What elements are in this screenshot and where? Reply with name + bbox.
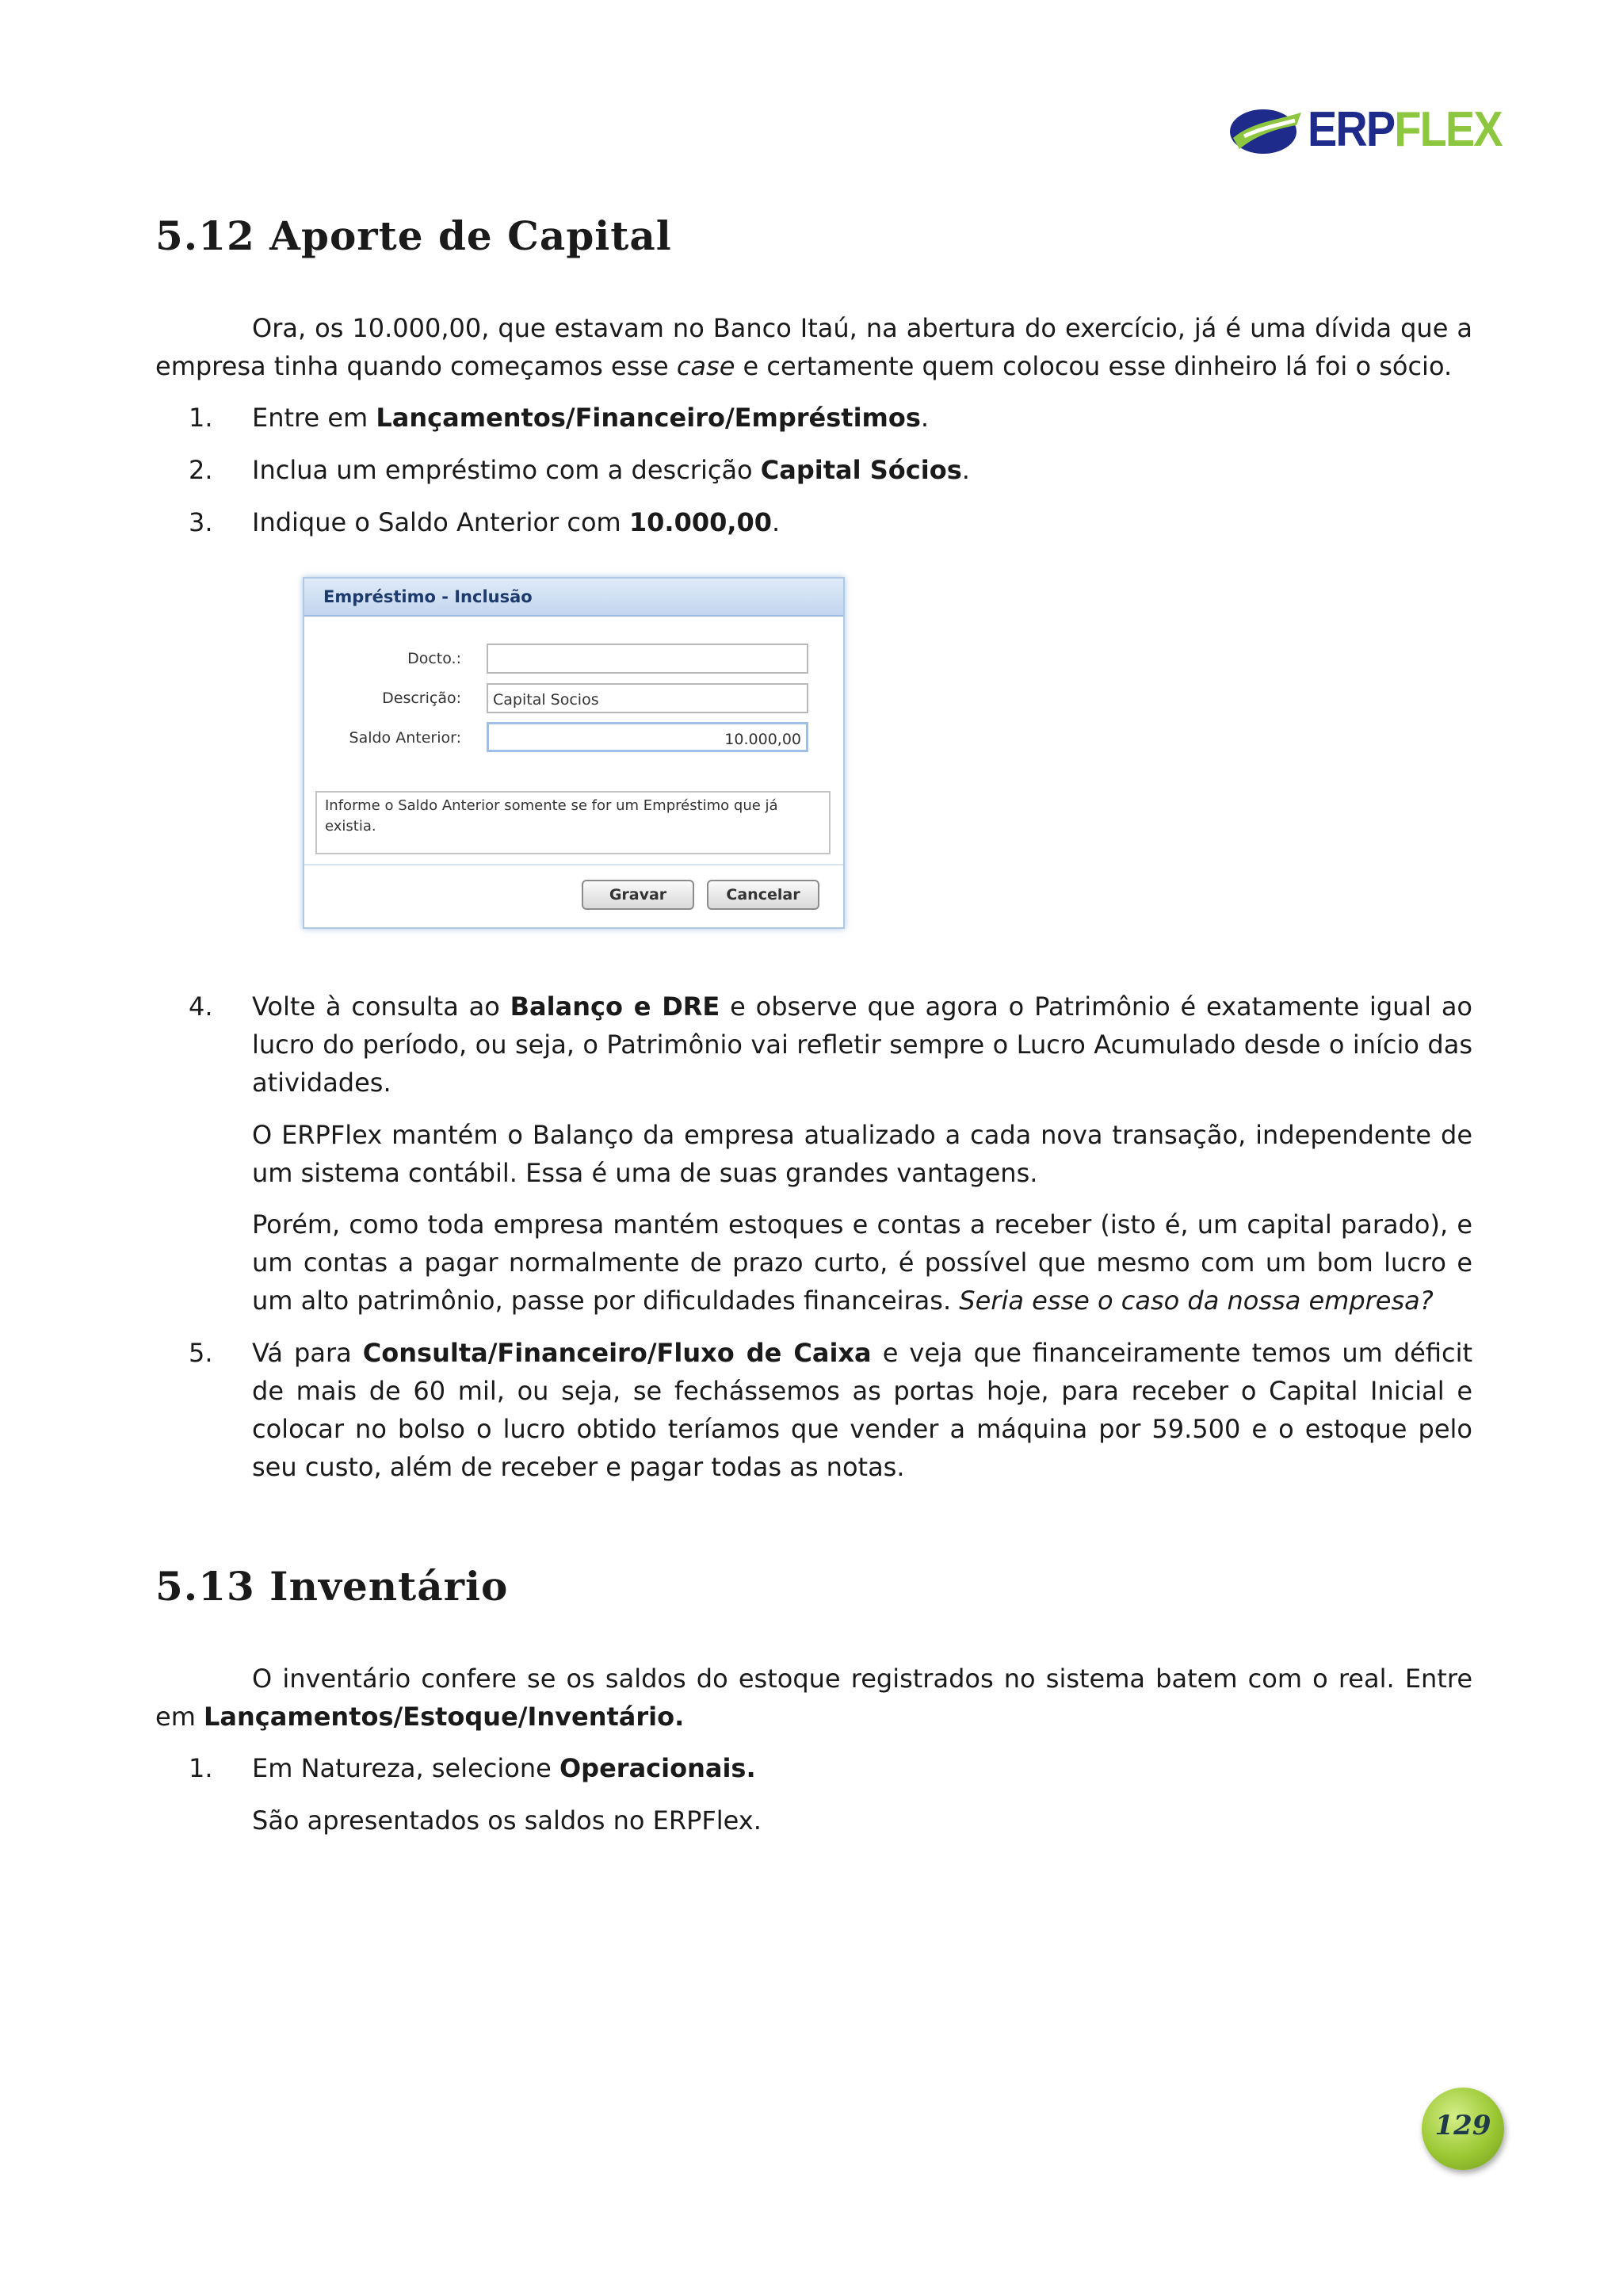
erpflex-logo (1228, 101, 1502, 159)
list-item (189, 451, 1472, 489)
intro-text-b: e certamente quem colocou esse dinheiro lá foi o sócio. (735, 351, 1453, 381)
step4-text-3: Porém, como toda empresa mantém estoques e contas a receber (isto é, um capital parado), e um contas a pagar normalmente de prazo curto, é possível que mesmo com um bom lucro e um alto patrimônio, passe por dificuldades financeiras. (252, 1209, 1472, 1316)
dialog-title: Empréstimo - Inclusão (304, 579, 843, 617)
page-number: 129 (1434, 2110, 1491, 2141)
intro-case-italic: case (676, 351, 735, 381)
step-bold: Capital Sócios (760, 455, 962, 485)
step-bold: Operacionais. (559, 1753, 756, 1783)
list-number: 2. (189, 455, 213, 485)
section-title-aporte: 5.12 Aporte de Capital (155, 212, 672, 259)
descricao-input[interactable]: Capital Socios (487, 683, 808, 713)
step-text: . (920, 403, 930, 433)
list-item (189, 988, 1473, 1102)
inventario-intro (155, 1660, 1472, 1736)
step4-paragraph-3 (252, 1205, 1472, 1320)
list-item (189, 1334, 1473, 1486)
inventario-intro-bold: Lançamentos/Estoque/Inventário. (204, 1702, 685, 1732)
docto-input[interactable] (487, 644, 808, 674)
list-number: 3. (189, 507, 213, 537)
descricao-label: Descrição: (382, 690, 461, 707)
list-number: 1. (189, 1753, 213, 1783)
emprestimo-dialog (303, 577, 845, 929)
intro-paragraph (155, 309, 1472, 385)
inventario-step1-text-2: São apresentados os saldos no ERPFlex. (252, 1805, 762, 1836)
intro-text-a: Ora, os 10.000,00, que estavam no Banco Itaú, na abertura do exercício, já é uma dívida que a empresa tinha quando começamos esse (155, 313, 1472, 381)
saldo-anterior-input[interactable]: 10.000,00 (487, 722, 808, 752)
cancelar-button[interactable]: Cancelar (707, 880, 819, 910)
list-item (189, 503, 1472, 541)
step-text: Entre em (252, 403, 376, 433)
section-title-inventario: 5.13 Inventário (155, 1563, 509, 1610)
step-text: Inclua um empréstimo com a descrição (252, 455, 761, 485)
step4-italic-question: Seria esse o caso da nossa empresa? (959, 1286, 1434, 1316)
logo-erp: ERP (1308, 102, 1395, 157)
step-bold: Balanço e DRE (510, 991, 720, 1022)
step-bold: Lançamentos/Financeiro/Empréstimos (376, 403, 921, 433)
step-text: Vá para (252, 1338, 363, 1368)
erpflex-swoosh-icon (1228, 101, 1304, 159)
step-text: e veja que financeiramente temos um déficit de mais de 60 mil, ou seja, se fechássemos as portas hoje, para receber o Capital Inicial e colocar no bolso o lucro obtido teríamos que vender a máquina por 59.500 e o estoque pelo seu custo, além de receber e pagar todas as notas. (252, 1338, 1473, 1482)
list-number: 5. (189, 1338, 213, 1368)
step-text: . (961, 455, 970, 485)
list-number: 4. (189, 991, 213, 1022)
step-text: . (772, 507, 781, 537)
logo-wordmark (1308, 103, 1502, 157)
list-item (189, 1749, 1472, 1787)
dialog-divider (304, 864, 843, 865)
inventario-step1-paragraph-2 (252, 1801, 1472, 1839)
hint-box: Informe o Saldo Anterior somente se for um Empréstimo que já existia. (315, 791, 831, 854)
step-text: Indique o Saldo Anterior com (252, 507, 629, 537)
inventario-intro-text: O inventário confere se os saldos do estoque registrados no sistema batem com o real. Entre em (155, 1664, 1472, 1732)
step4-text-2: O ERPFlex mantém o Balanço da empresa atualizado a cada nova transação, independente de um sistema contábil. Essa é uma de suas grandes vantagens. (252, 1120, 1472, 1188)
list-item (189, 399, 1472, 437)
step-text: e observe que agora o Patrimônio é exatamente igual ao lucro do período, ou seja, o Patrimônio vai refletir sempre o Lucro Acumulado desde o início das atividades. (252, 991, 1473, 1098)
saldo-anterior-label: Saldo Anterior: (349, 729, 461, 747)
logo-flex: FLEX (1394, 102, 1502, 157)
step-bold: 10.000,00 (628, 507, 773, 537)
step-bold: Consulta/Financeiro/Fluxo de Caixa (362, 1338, 872, 1368)
page-number-badge (1422, 2088, 1504, 2170)
gravar-button[interactable]: Gravar (582, 880, 694, 910)
docto-label: Docto.: (407, 650, 461, 667)
step-text: Em Natureza, selecione (252, 1753, 559, 1783)
list-number: 1. (189, 403, 213, 433)
step-text: Volte à consulta ao (252, 991, 510, 1022)
step4-paragraph-2 (252, 1116, 1472, 1192)
